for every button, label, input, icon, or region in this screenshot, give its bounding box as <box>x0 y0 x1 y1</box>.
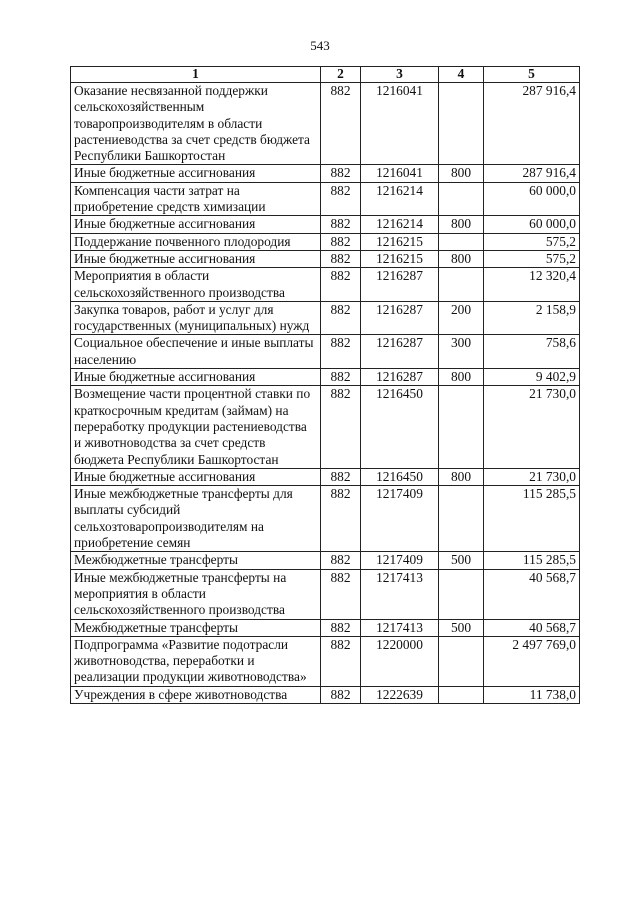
expense-type-cell <box>439 386 484 468</box>
column-header: 2 <box>321 67 361 83</box>
ministry-code-cell: 882 <box>321 182 361 216</box>
row-name-cell: Межбюджетные трансферты <box>71 619 321 636</box>
expense-type-cell <box>439 686 484 703</box>
target-article-cell: 1216450 <box>361 468 439 485</box>
table-body <box>71 83 580 704</box>
table-row <box>71 233 580 250</box>
target-article-cell: 1216215 <box>361 250 439 267</box>
target-article-cell: 1216287 <box>361 369 439 386</box>
amount-cell: 40 568,7 <box>484 619 580 636</box>
row-name-cell: Иные бюджетные ассигнования <box>71 369 321 386</box>
table-row <box>71 386 580 468</box>
row-name-cell: Иные бюджетные ассигнования <box>71 250 321 267</box>
ministry-code-cell: 882 <box>321 636 361 686</box>
table-row <box>71 636 580 686</box>
amount-cell: 287 916,4 <box>484 165 580 182</box>
ministry-code-cell: 882 <box>321 486 361 552</box>
amount-cell: 115 285,5 <box>484 552 580 569</box>
table-row <box>71 369 580 386</box>
row-name-cell: Поддержание почвенного плодородия <box>71 233 321 250</box>
target-article-cell: 1216214 <box>361 182 439 216</box>
row-name-cell: Социальное обеспечение и иные выплаты населению <box>71 335 321 369</box>
table-row <box>71 182 580 216</box>
target-article-cell: 1216041 <box>361 83 439 165</box>
amount-cell: 2 497 769,0 <box>484 636 580 686</box>
table-row <box>71 686 580 703</box>
target-article-cell: 1216287 <box>361 301 439 335</box>
target-article-cell: 1216287 <box>361 268 439 302</box>
ministry-code-cell: 882 <box>321 250 361 267</box>
row-name-cell: Межбюджетные трансферты <box>71 552 321 569</box>
amount-cell: 758,6 <box>484 335 580 369</box>
expense-type-cell <box>439 83 484 165</box>
ministry-code-cell: 882 <box>321 369 361 386</box>
column-header: 5 <box>484 67 580 83</box>
expense-type-cell <box>439 569 484 619</box>
table-row <box>71 250 580 267</box>
table-row <box>71 165 580 182</box>
expense-type-cell: 800 <box>439 468 484 485</box>
table-row <box>71 619 580 636</box>
ministry-code-cell: 882 <box>321 552 361 569</box>
amount-cell: 60 000,0 <box>484 182 580 216</box>
row-name-cell: Иные межбюджетные трансферты для выплаты субсидий сельхозтоваропроизводителям на приобретение семян <box>71 486 321 552</box>
ministry-code-cell: 882 <box>321 619 361 636</box>
row-name-cell: Иные бюджетные ассигнования <box>71 216 321 233</box>
row-name-cell: Возмещение части процентной ставки по краткосрочным кредитам (займам) на переработку продукции растениеводства и животноводства за счет средств бюджета Республики Башкортостан <box>71 386 321 468</box>
target-article-cell: 1217413 <box>361 619 439 636</box>
budget-table <box>70 66 580 704</box>
target-article-cell: 1220000 <box>361 636 439 686</box>
amount-cell: 9 402,9 <box>484 369 580 386</box>
amount-cell: 40 568,7 <box>484 569 580 619</box>
expense-type-cell: 800 <box>439 250 484 267</box>
page-number: 543 <box>310 38 330 53</box>
target-article-cell: 1217413 <box>361 569 439 619</box>
amount-cell: 2 158,9 <box>484 301 580 335</box>
table-row <box>71 268 580 302</box>
ministry-code-cell: 882 <box>321 301 361 335</box>
table-row <box>71 83 580 165</box>
ministry-code-cell: 882 <box>321 569 361 619</box>
row-name-cell: Мероприятия в области сельскохозяйственного производства <box>71 268 321 302</box>
expense-type-cell: 800 <box>439 369 484 386</box>
expense-type-cell <box>439 486 484 552</box>
target-article-cell: 1222639 <box>361 686 439 703</box>
expense-type-cell: 200 <box>439 301 484 335</box>
table-row <box>71 335 580 369</box>
expense-type-cell <box>439 636 484 686</box>
ministry-code-cell: 882 <box>321 386 361 468</box>
target-article-cell: 1216450 <box>361 386 439 468</box>
expense-type-cell: 800 <box>439 165 484 182</box>
amount-cell: 21 730,0 <box>484 386 580 468</box>
ministry-code-cell: 882 <box>321 686 361 703</box>
expense-type-cell <box>439 268 484 302</box>
amount-cell: 575,2 <box>484 250 580 267</box>
table-row <box>71 216 580 233</box>
row-name-cell: Оказание несвязанной поддержки сельскохозяйственным товаропроизводителям в области растениеводства за счет средств бюджета Республики Башкортостан <box>71 83 321 165</box>
column-header: 3 <box>361 67 439 83</box>
target-article-cell: 1216287 <box>361 335 439 369</box>
row-name-cell: Подпрограмма «Развитие подотрасли животноводства, переработки и реализации продукции животноводства» <box>71 636 321 686</box>
ministry-code-cell: 882 <box>321 335 361 369</box>
table-row <box>71 552 580 569</box>
amount-cell: 12 320,4 <box>484 268 580 302</box>
expense-type-cell: 500 <box>439 619 484 636</box>
amount-cell: 575,2 <box>484 233 580 250</box>
expense-type-cell: 300 <box>439 335 484 369</box>
target-article-cell: 1216041 <box>361 165 439 182</box>
target-article-cell: 1216215 <box>361 233 439 250</box>
amount-cell: 11 738,0 <box>484 686 580 703</box>
expense-type-cell: 500 <box>439 552 484 569</box>
header-row <box>71 67 580 83</box>
table-row <box>71 468 580 485</box>
row-name-cell: Иные бюджетные ассигнования <box>71 165 321 182</box>
ministry-code-cell: 882 <box>321 83 361 165</box>
expense-type-cell: 800 <box>439 216 484 233</box>
expense-type-cell <box>439 233 484 250</box>
amount-cell: 21 730,0 <box>484 468 580 485</box>
table-row <box>71 486 580 552</box>
ministry-code-cell: 882 <box>321 233 361 250</box>
ministry-code-cell: 882 <box>321 165 361 182</box>
ministry-code-cell: 882 <box>321 468 361 485</box>
amount-cell: 287 916,4 <box>484 83 580 165</box>
column-header: 1 <box>71 67 321 83</box>
amount-cell: 60 000,0 <box>484 216 580 233</box>
ministry-code-cell: 882 <box>321 268 361 302</box>
ministry-code-cell: 882 <box>321 216 361 233</box>
row-name-cell: Компенсация части затрат на приобретение средств химизации <box>71 182 321 216</box>
row-name-cell: Закупка товаров, работ и услуг для государственных (муниципальных) нужд <box>71 301 321 335</box>
target-article-cell: 1216214 <box>361 216 439 233</box>
amount-cell: 115 285,5 <box>484 486 580 552</box>
table-row <box>71 569 580 619</box>
table-row <box>71 301 580 335</box>
column-header: 4 <box>439 67 484 83</box>
expense-type-cell <box>439 182 484 216</box>
target-article-cell: 1217409 <box>361 552 439 569</box>
row-name-cell: Иные межбюджетные трансферты на мероприятия в области сельскохозяйственного производства <box>71 569 321 619</box>
row-name-cell: Иные бюджетные ассигнования <box>71 468 321 485</box>
target-article-cell: 1217409 <box>361 486 439 552</box>
row-name-cell: Учреждения в сфере животноводства <box>71 686 321 703</box>
